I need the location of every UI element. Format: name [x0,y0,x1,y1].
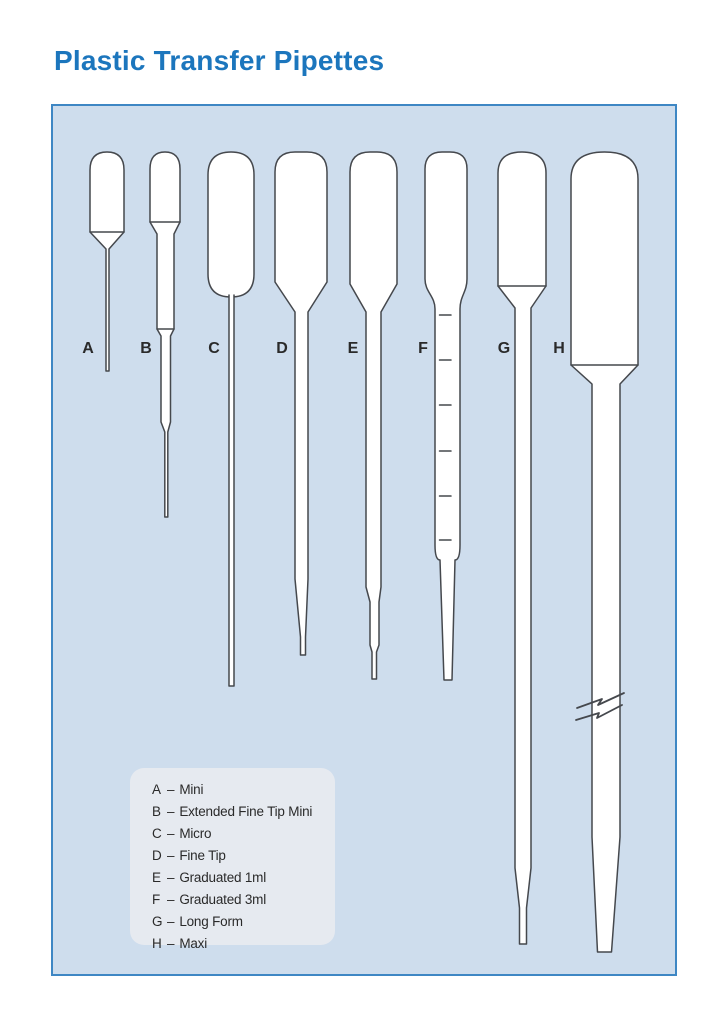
pipette-label-f: F [418,340,428,357]
legend-name: Graduated 1ml [179,870,267,885]
legend-item-f [152,889,335,911]
pipette-label-h: H [553,340,565,357]
legend-separator: – [167,826,175,841]
legend-key: B [152,804,161,819]
legend-item-b [152,801,335,823]
legend-separator: – [167,892,175,907]
legend-item-a [152,779,335,801]
legend-separator: – [167,914,175,929]
legend [130,768,335,951]
pipette-g-shape [498,152,546,944]
pipette-f-shape [425,152,467,680]
legend-key: E [152,870,161,885]
page-title: Plastic Transfer Pipettes [54,45,385,76]
legend-item-g [152,911,335,933]
legend-name: Micro [179,826,212,841]
pipette-label-e: E [347,340,359,357]
legend-key: F [152,892,161,907]
legend-key: A [152,782,161,797]
legend-name: Maxi [179,936,208,951]
legend-key: H [152,936,162,951]
legend-separator: – [167,870,175,885]
legend-key: D [152,848,162,863]
legend-key: C [152,826,162,841]
legend-key: G [152,914,163,929]
legend-item-d [152,845,335,867]
legend-name: Long Form [179,914,243,929]
pipette-label-c: C [208,340,220,357]
legend-item-h [152,933,335,955]
legend-item-e [152,867,335,889]
pipette-label-b: B [140,340,152,357]
legend-separator: – [167,782,175,797]
pipette-a-shape [90,152,124,371]
diagram-panel [51,104,677,976]
legend-name: Extended Fine Tip Mini [179,804,313,819]
legend-name: Graduated 3ml [179,892,267,907]
legend-item-c [152,823,335,845]
pipette-label-d: D [276,340,288,357]
legend-separator: – [167,804,175,819]
pipette-label-g: G [497,340,511,357]
legend-name: Fine Tip [179,848,226,863]
pipette-d-shape [275,152,327,655]
legend-separator: – [167,936,175,951]
legend-separator: – [167,848,175,863]
pipette-e-shape [350,152,397,679]
pipette-c-shape [208,152,254,686]
pipette-label-a: A [82,340,94,357]
pipette-h-shape [571,152,638,952]
legend-name: Mini [179,782,204,797]
pipette-b-shape [150,152,180,517]
